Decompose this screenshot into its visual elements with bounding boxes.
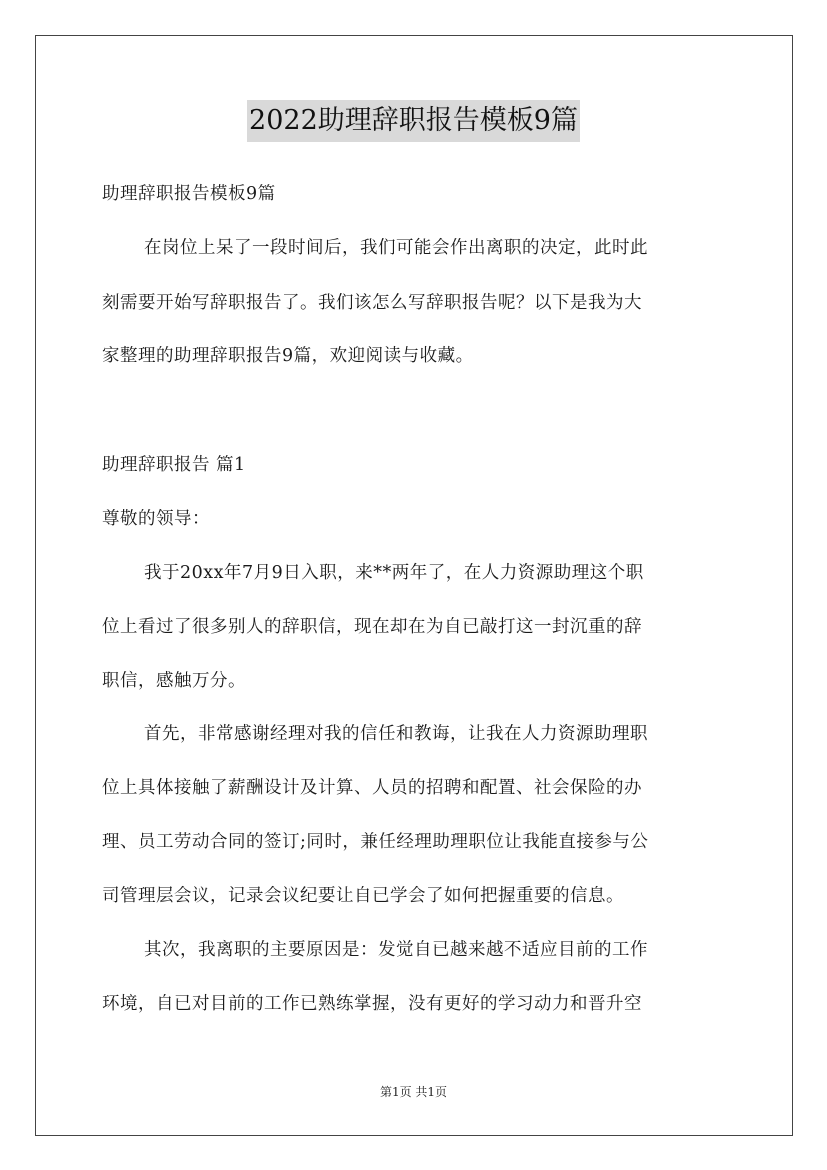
- paragraph-line: 首先，非常感谢经理对我的信任和教诲，让我在人力资源助理职: [144, 724, 648, 744]
- document-title: 2022助理辞职报告模板9篇: [247, 100, 580, 142]
- paragraph-line: 位上看过了很多别人的辞职信，现在却在为自已敲打这一封沉重的辞: [102, 617, 642, 637]
- paragraph-line: 位上具体接触了薪酬设计及计算、人员的招聘和配置、社会保险的办: [102, 778, 642, 798]
- intro-line: 在岗位上呆了一段时间后，我们可能会作出离职的决定，此时此: [144, 238, 648, 258]
- paragraph-line: 我于20xx年7月9日入职，来**两年了，在人力资源助理这个职: [144, 563, 644, 583]
- paragraph-line: 理、员工劳动合同的签订;同时，兼任经理助理职位让我能直接参与公: [102, 832, 649, 852]
- intro-line: 刻需要开始写辞职报告了。我们该怎么写辞职报告呢？以下是我为大: [102, 293, 642, 313]
- section-heading: 助理辞职报告 篇1: [102, 455, 246, 475]
- paragraph-line: 职信，感触万分。: [102, 671, 246, 691]
- page-footer: 第1页 共1页: [379, 1085, 448, 1099]
- paragraph-line: 其次，我离职的主要原因是：发觉自已越来越不适应目前的工作: [144, 940, 648, 960]
- salutation: 尊敬的领导：: [102, 509, 210, 529]
- paragraph-line: 司管理层会议，记录会议纪要让自已学会了如何把握重要的信息。: [102, 886, 624, 906]
- paragraph-line: 环境，自已对目前的工作已熟练掌握，没有更好的学习动力和晋升空: [102, 994, 642, 1014]
- title-container: [0, 100, 827, 142]
- document-subtitle: 助理辞职报告模板9篇: [102, 184, 276, 204]
- intro-line: 家整理的助理辞职报告9篇，欢迎阅读与收藏。: [102, 346, 474, 366]
